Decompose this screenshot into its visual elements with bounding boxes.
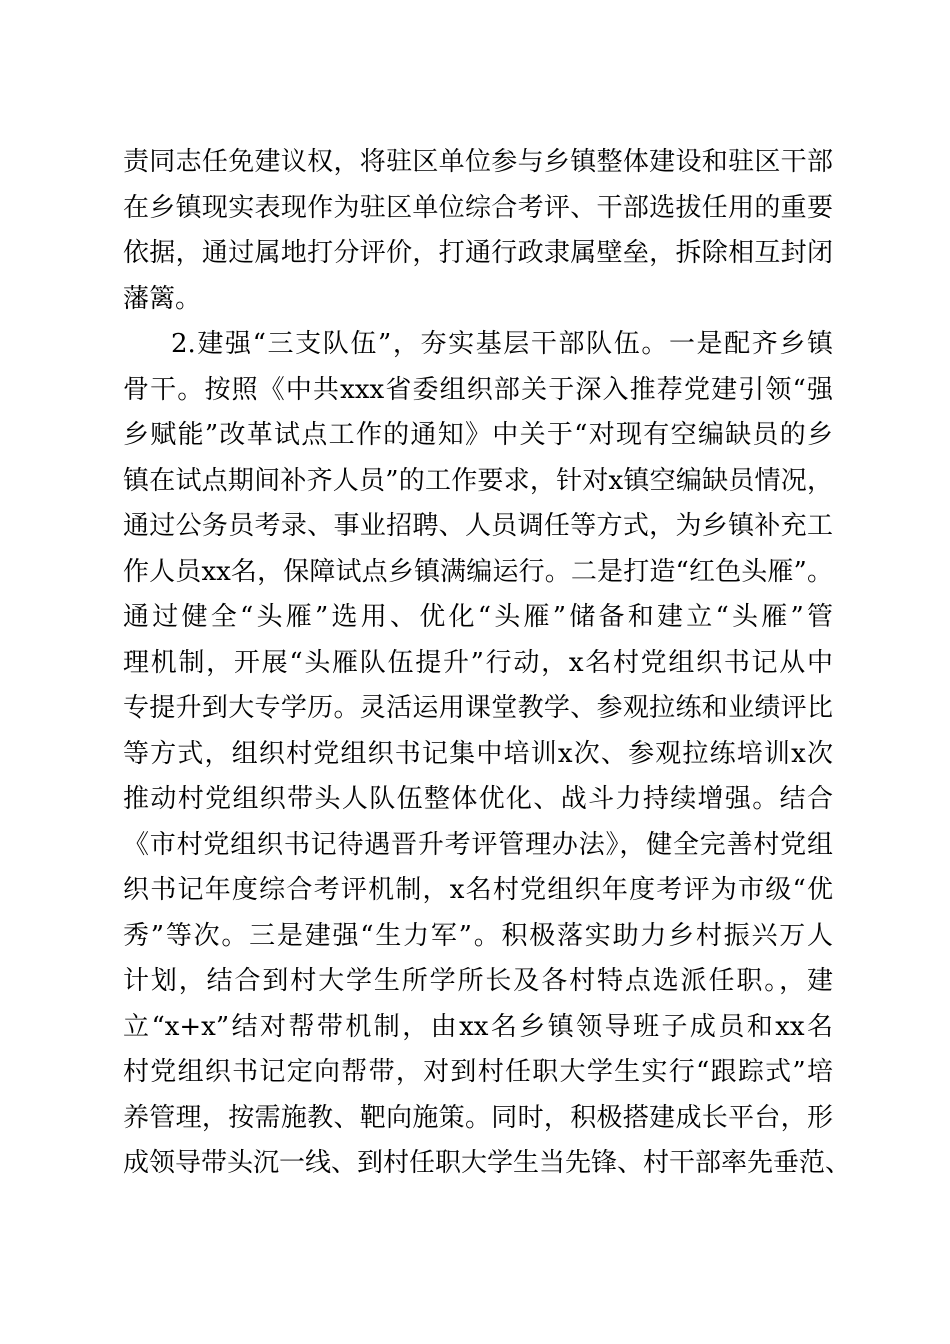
paragraph-2-line: 通过健全“头雁”选用、优化“头雁”储备和建立“头雁”管	[123, 602, 833, 632]
paragraph-1-line: 责同志任免建议权，将驻区单位参与乡镇整体建设和驻区干部	[123, 147, 833, 177]
paragraph-2-line: 村党组织书记定向帮带，对到村任职大学生实行“跟踪式”培	[123, 1057, 833, 1087]
paragraph-2-line: 秀”等次。三是建强“生力军”。积极落实助力乡村振兴万人	[123, 920, 833, 951]
document-body	[123, 140, 852, 1187]
paragraph-2-line: 计划，结合到村大学生所学所长及各村特点选派任职。，建	[123, 966, 833, 996]
paragraph-2-line: 作人员xx名，保障试点乡镇满编运行。二是打造“红色头雁”。	[123, 556, 833, 587]
paragraph-1-line: 藩篱。	[123, 283, 202, 314]
paragraph-1-line: 在乡镇现实表现作为驻区单位综合考评、干部选拔任用的重要	[123, 192, 833, 223]
paragraph-2-line: 养管理，按需施教、靶向施策。同时，积极搭建成长平台，形	[123, 1102, 833, 1133]
paragraph-2-line: 理机制，开展“头雁队伍提升”行动，x名村党组织书记从中	[123, 647, 833, 678]
paragraph-2-line: 通过公务员考录、事业招聘、人员调任等方式，为乡镇补充工	[123, 511, 833, 541]
paragraph-2-line: 专提升到大专学历。灵活运用课堂教学、参观拉练和业绩评比	[123, 693, 833, 723]
paragraph-2-line: 推动村党组织带头人队伍整体优化、战斗力持续增强。结合	[123, 784, 833, 814]
paragraph-2-line: 骨干。按照《中共xxx省委组织部关于深入推荐党建引领“强	[123, 374, 833, 405]
paragraph-2-line: 《市村党组织书记待遇晋升考评管理办法》，健全完善村党组	[123, 829, 833, 860]
paragraph-2-line: 成领导带头沉一线、到村任职大学生当先锋、村干部率先垂范、	[123, 1148, 852, 1178]
paragraph-2-line: 织书记年度综合考评机制，x名村党组织年度考评为市级“优	[123, 875, 833, 905]
paragraph-2-line: 乡赋能”改革试点工作的通知》中关于“对现有空编缺员的乡	[123, 420, 833, 450]
paragraph-1	[123, 140, 833, 322]
paragraph-2	[123, 322, 852, 1187]
paragraph-2-line: 2.建强“三支队伍”，夯实基层干部队伍。一是配齐乡镇	[171, 329, 833, 359]
paragraph-2-line: 立“x+x”结对帮带机制，由xx名乡镇领导班子成员和xx名	[123, 1011, 833, 1042]
paragraph-2-line: 等方式，组织村党组织书记集中培训x次、参观拉练培训x次	[123, 738, 833, 769]
paragraph-1-line: 依据，通过属地打分评价，打通行政隶属壁垒，拆除相互封闭	[123, 238, 833, 268]
paragraph-2-line: 镇在试点期间补齐人员”的工作要求，针对x镇空编缺员情况，	[123, 465, 833, 496]
